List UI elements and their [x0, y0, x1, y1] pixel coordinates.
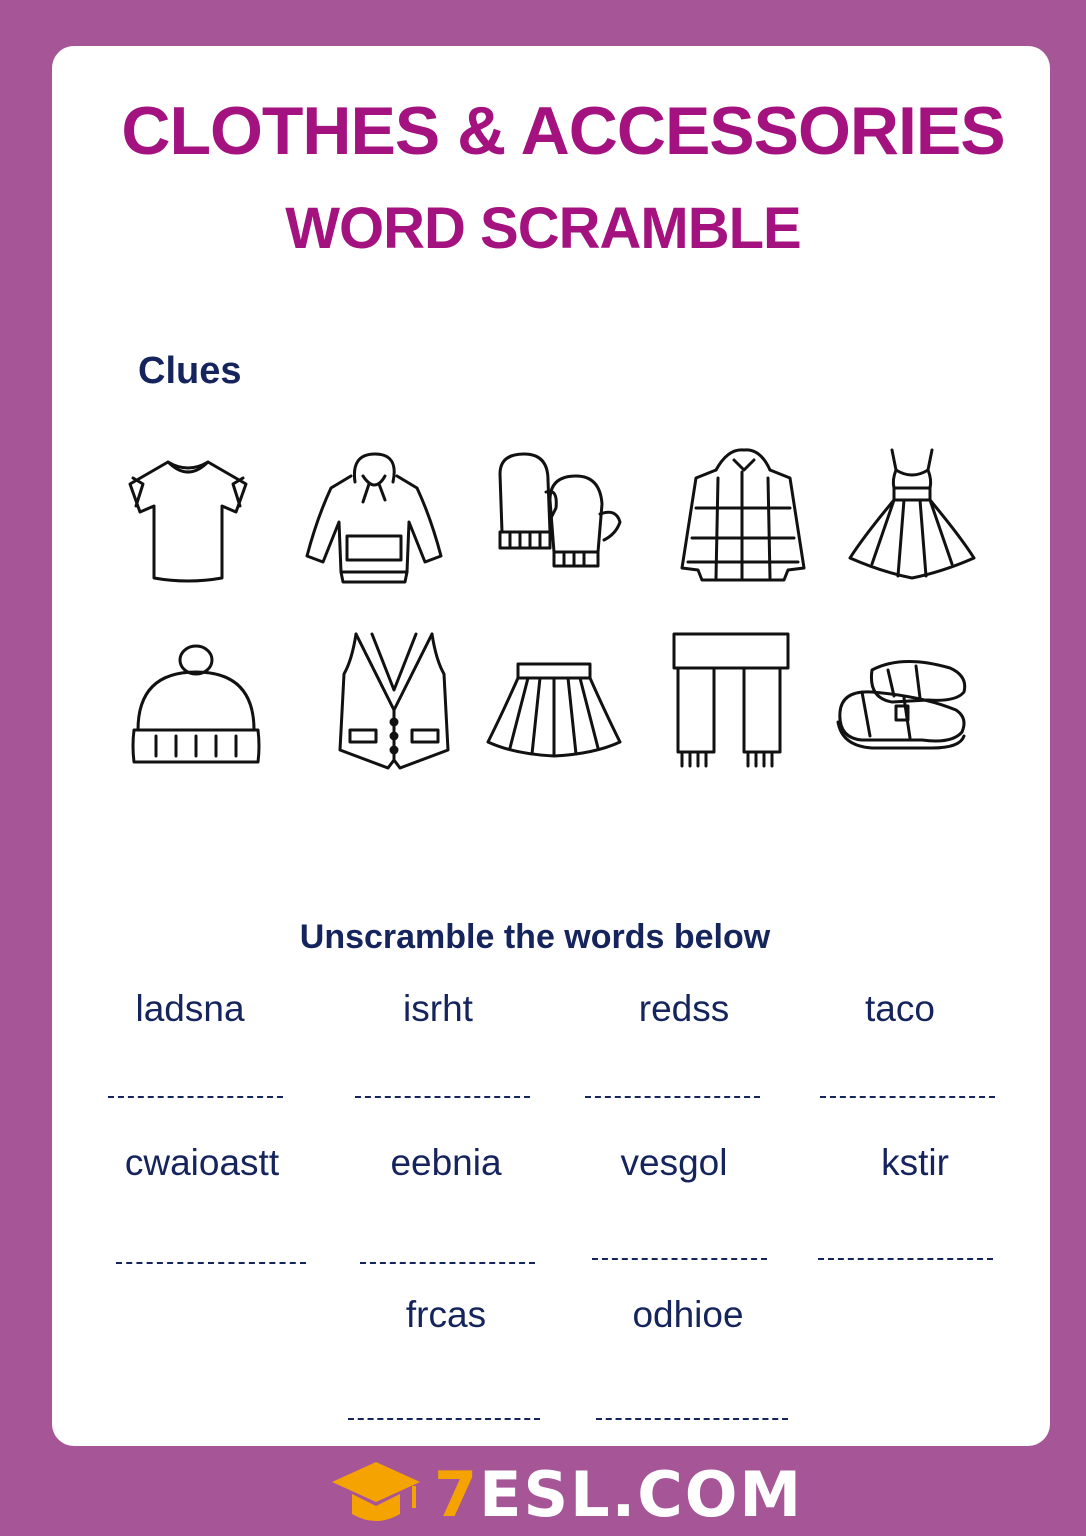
skirt-icon — [484, 634, 624, 774]
graduation-cap-icon — [330, 1458, 422, 1528]
site-logo[interactable] — [434, 1458, 803, 1531]
beanie-icon — [126, 640, 266, 780]
scrambled-word: ladsna — [135, 988, 245, 1029]
mittens-icon — [488, 448, 628, 588]
dress-icon — [842, 446, 982, 586]
answer-line[interactable] — [585, 1096, 760, 1098]
exercise-instruction: Unscramble the words below — [299, 918, 771, 956]
logo-seven: 7 — [434, 1458, 480, 1531]
hoodie-icon — [303, 448, 443, 588]
clues-heading: Clues — [138, 350, 242, 392]
scarf-icon — [662, 628, 802, 768]
answer-line[interactable] — [116, 1262, 306, 1264]
footer — [0, 1456, 1086, 1531]
scrambled-word: kstir — [881, 1142, 949, 1183]
page-title: CLOTHES & ACCESSORIES — [121, 93, 1005, 169]
answer-line[interactable] — [820, 1096, 995, 1098]
answer-line[interactable] — [592, 1258, 767, 1260]
vest-icon — [324, 630, 464, 770]
answer-line[interactable] — [355, 1096, 530, 1098]
logo-rest: ESL.COM — [479, 1458, 804, 1531]
scrambled-word: taco — [865, 988, 935, 1029]
scrambled-word: redss — [638, 988, 730, 1029]
scrambled-word: odhioe — [632, 1294, 744, 1335]
scrambled-word: isrht — [403, 988, 473, 1029]
scrambled-word: cwaioastt — [124, 1142, 280, 1183]
answer-line[interactable] — [108, 1096, 283, 1098]
sandals-icon — [832, 636, 972, 776]
scrambled-word: frcas — [405, 1294, 487, 1335]
page-subtitle: WORD SCRAMBLE — [285, 196, 801, 261]
scrambled-word: eebnia — [390, 1142, 502, 1183]
answer-line[interactable] — [596, 1418, 788, 1420]
answer-line[interactable] — [818, 1258, 993, 1260]
coat-icon — [672, 448, 812, 588]
t-shirt-icon — [118, 448, 258, 588]
scrambled-word: vesgol — [620, 1142, 728, 1183]
answer-line[interactable] — [348, 1418, 540, 1420]
answer-line[interactable] — [360, 1262, 535, 1264]
